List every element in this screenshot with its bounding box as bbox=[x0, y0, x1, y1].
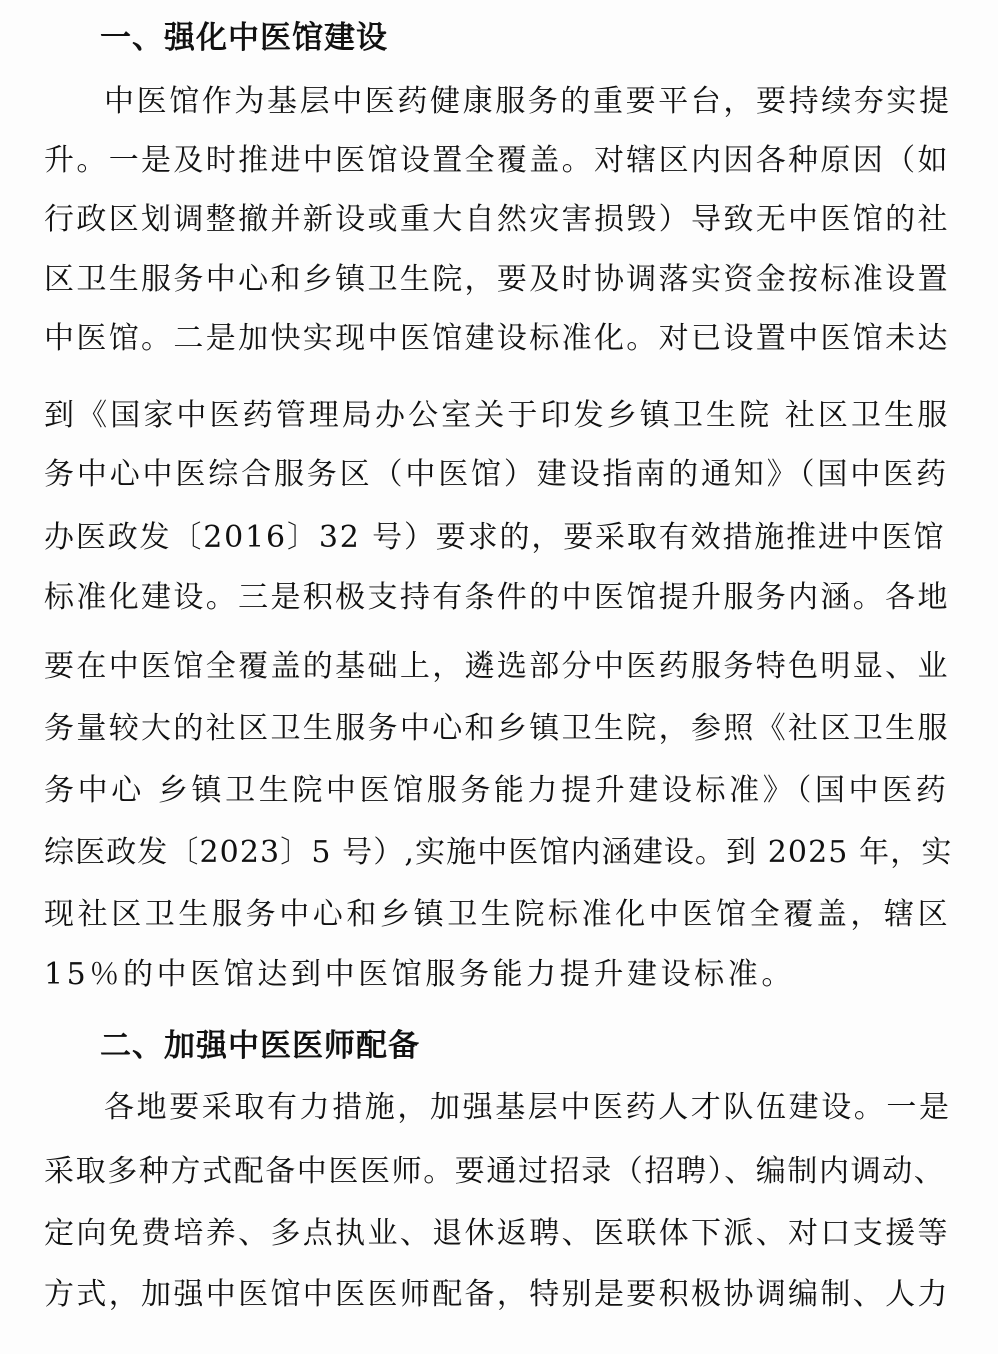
paragraph-line: 务量较大的社区卫生服务中心和乡镇卫生院，参照《社区卫生服 bbox=[44, 711, 950, 746]
paragraph-line: 升。一是及时推进中医馆设置全覆盖。对辖区内因各种原因（如 bbox=[44, 143, 950, 178]
paragraph-line: 区卫生服务中心和乡镇卫生院，要及时协调落实资金按标准设置 bbox=[44, 262, 950, 297]
section-heading-2: 二、加强中医医师配备 bbox=[100, 1028, 420, 1064]
paragraph-line: 方式，加强中医馆中医医师配备，特别是要积极协调编制、人力 bbox=[44, 1277, 950, 1312]
paragraph-line: 现社区卫生服务中心和乡镇卫生院标准化中医馆全覆盖，辖区 bbox=[44, 897, 952, 932]
paragraph-line: 到《国家中医药管理局办公室关于印发乡镇卫生院 社区卫生服 bbox=[44, 398, 951, 433]
paragraph-line: 15％的中医馆达到中医馆服务能力提升建设标准。 bbox=[44, 957, 795, 992]
paragraph-line: 各地要采取有力措施，加强基层中医药人才队伍建设。一是 bbox=[104, 1090, 952, 1125]
paragraph-line: 标准化建设。三是积极支持有条件的中医馆提升服务内涵。各地 bbox=[44, 580, 950, 615]
paragraph-line: 办医政发〔2016〕32 号）要求的，要采取有效措施推进中医馆 bbox=[44, 520, 946, 555]
paragraph-line: 务中心 乡镇卫生院中医馆服务能力提升建设标准》（国中医药 bbox=[44, 773, 950, 808]
section-heading-1: 一、强化中医馆建设 bbox=[100, 20, 388, 56]
paragraph-line: 中医馆作为基层中医药健康服务的重要平台，要持续夯实提 bbox=[104, 84, 952, 119]
paragraph-line: 行政区划调整撤并新设或重大自然灾害损毁）导致无中医馆的社 bbox=[44, 202, 950, 237]
paragraph-line: 定向免费培养、多点执业、退休返聘、医联体下派、对口支援等 bbox=[44, 1216, 950, 1251]
paragraph-line: 综医政发〔2023〕5 号）,实施中医馆内涵建设。到 2025 年，实 bbox=[44, 835, 953, 870]
paragraph-line: 务中心中医综合服务区（中医馆）建设指南的通知》（国中医药 bbox=[44, 457, 949, 492]
paragraph-line: 采取多种方式配备中医医师。要通过招录（招聘）、编制内调动、 bbox=[44, 1154, 946, 1189]
paragraph-line: 要在中医馆全覆盖的基础上，遴选部分中医药服务特色明显、业 bbox=[44, 649, 950, 684]
paragraph-line: 中医馆。二是加快实现中医馆建设标准化。对已设置中医馆未达 bbox=[44, 321, 950, 356]
